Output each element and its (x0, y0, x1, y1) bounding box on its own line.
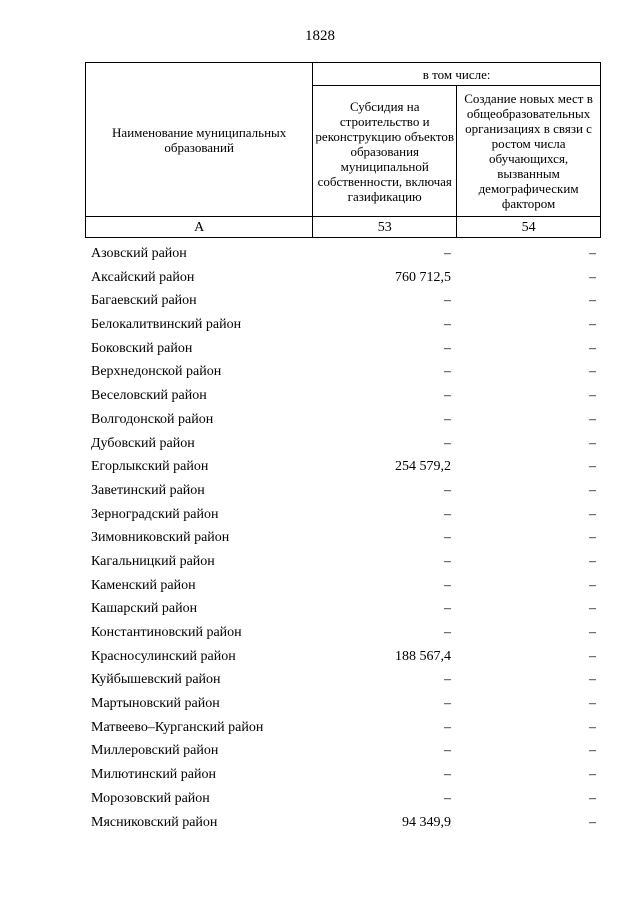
row-name: Боковский район (91, 340, 193, 356)
table-row (0, 244, 640, 268)
row-value-54: – (589, 246, 596, 261)
row-value-54: – (589, 482, 596, 498)
column-header-54: Создание новых мест в общеобразовательных организациях в связи с ростом числа обучающихся, вызванным демографическим фактором (457, 86, 601, 217)
row-value-54: – (589, 459, 596, 475)
table-row (0, 694, 640, 718)
row-value-53: – (444, 246, 451, 261)
row-name: Верхнедонской район (91, 364, 222, 380)
table-row (0, 505, 640, 529)
row-name: Зерноградский район (91, 506, 219, 522)
row-name: Миллеровский район (91, 743, 219, 759)
table-body (0, 244, 640, 836)
row-value-53: – (444, 601, 451, 617)
row-value-53: – (444, 625, 451, 640)
row-value-53: – (444, 435, 451, 451)
row-value-54: – (589, 293, 596, 309)
row-name: Волгодонской район (91, 411, 214, 427)
row-value-53: – (444, 553, 451, 569)
row-value-54: – (589, 719, 596, 735)
column-header-including: в том числе: (313, 63, 601, 86)
row-value-54: – (589, 411, 596, 427)
table-row (0, 647, 640, 671)
row-value-53: – (444, 364, 451, 380)
column-header-53: Субсидия на строительство и реконструкцию объектов образования муниципальной собственности, включая газификацию (313, 86, 457, 217)
table-row (0, 457, 640, 481)
table-row (0, 268, 640, 292)
row-value-53: 188 567,4 (395, 648, 451, 664)
table-row (0, 481, 640, 505)
row-value-53: 94 349,9 (402, 814, 451, 830)
row-name: Веселовский район (91, 388, 207, 404)
row-value-54: – (589, 269, 596, 285)
table-row (0, 813, 640, 837)
row-value-54: – (589, 767, 596, 783)
table-row (0, 789, 640, 813)
table-row (0, 291, 640, 315)
row-value-54: – (589, 790, 596, 806)
table-row (0, 362, 640, 386)
row-value-54: – (589, 317, 596, 333)
row-value-53: – (444, 530, 451, 546)
table-row (0, 718, 640, 742)
row-name: Белокалитвинский район (91, 317, 242, 333)
row-value-53: – (444, 317, 451, 333)
row-value-54: – (589, 743, 596, 759)
row-value-53: – (444, 719, 451, 735)
row-value-53: – (444, 577, 451, 593)
table-header (85, 62, 601, 238)
page-number: 1828 (305, 28, 335, 44)
row-name: Зимовниковский район (91, 530, 230, 546)
row-name: Дубовский район (91, 435, 195, 451)
row-name: Константиновский район (91, 625, 242, 640)
table-row (0, 599, 640, 623)
row-value-53: – (444, 293, 451, 309)
row-value-54: – (589, 648, 596, 664)
column-number-53: 53 (313, 217, 457, 238)
row-value-54: – (589, 553, 596, 569)
row-name: Кагальницкий район (91, 553, 215, 569)
row-value-53: – (444, 482, 451, 498)
row-value-53: – (444, 696, 451, 712)
table-row (0, 386, 640, 410)
row-name: Морозовский район (91, 790, 210, 806)
row-name: Куйбышевский район (91, 672, 221, 688)
table-row (0, 552, 640, 576)
row-name: Мартыновский район (91, 696, 220, 712)
table-row (0, 528, 640, 552)
row-name: Егорлыкский район (91, 459, 209, 475)
table-row (0, 765, 640, 789)
row-name: Мясниковский район (91, 814, 218, 830)
row-value-54: – (589, 530, 596, 546)
row-value-53: – (444, 767, 451, 783)
row-value-53: – (444, 506, 451, 522)
row-value-54: – (589, 364, 596, 380)
row-name: Кашарский район (91, 601, 198, 617)
column-number-54: 54 (457, 217, 601, 238)
table-row (0, 410, 640, 434)
column-number-a: А (86, 217, 313, 238)
row-name: Заветинский район (91, 482, 205, 498)
row-name: Багаевский район (91, 293, 197, 309)
row-value-54: – (589, 814, 596, 830)
row-value-53: 254 579,2 (395, 459, 451, 475)
row-value-54: – (589, 577, 596, 593)
row-value-53: – (444, 790, 451, 806)
row-value-54: – (589, 601, 596, 617)
table-row (0, 434, 640, 458)
table-row (0, 339, 640, 363)
row-value-54: – (589, 435, 596, 451)
row-value-54: – (589, 625, 596, 640)
row-name: Матвеево–Курганский район (91, 719, 264, 735)
row-value-54: – (589, 672, 596, 688)
row-value-54: – (589, 388, 596, 404)
row-value-53: – (444, 411, 451, 427)
table-row (0, 623, 640, 647)
table-row (0, 576, 640, 600)
row-value-54: – (589, 340, 596, 356)
row-name: Милютинский район (91, 767, 217, 783)
row-name: Аксайский район (91, 269, 195, 285)
table-row (0, 315, 640, 339)
row-value-54: – (589, 506, 596, 522)
row-value-53: 760 712,5 (395, 269, 451, 285)
row-value-53: – (444, 340, 451, 356)
table-row (0, 670, 640, 694)
row-value-53: – (444, 672, 451, 688)
row-value-54: – (589, 696, 596, 712)
row-name: Красносулинский район (91, 648, 236, 664)
column-header-name: Наименование муниципальных образований (86, 63, 313, 217)
row-name: Каменский район (91, 577, 196, 593)
table-row (0, 741, 640, 765)
row-value-53: – (444, 743, 451, 759)
row-name: Азовский район (91, 246, 187, 261)
row-value-53: – (444, 388, 451, 404)
